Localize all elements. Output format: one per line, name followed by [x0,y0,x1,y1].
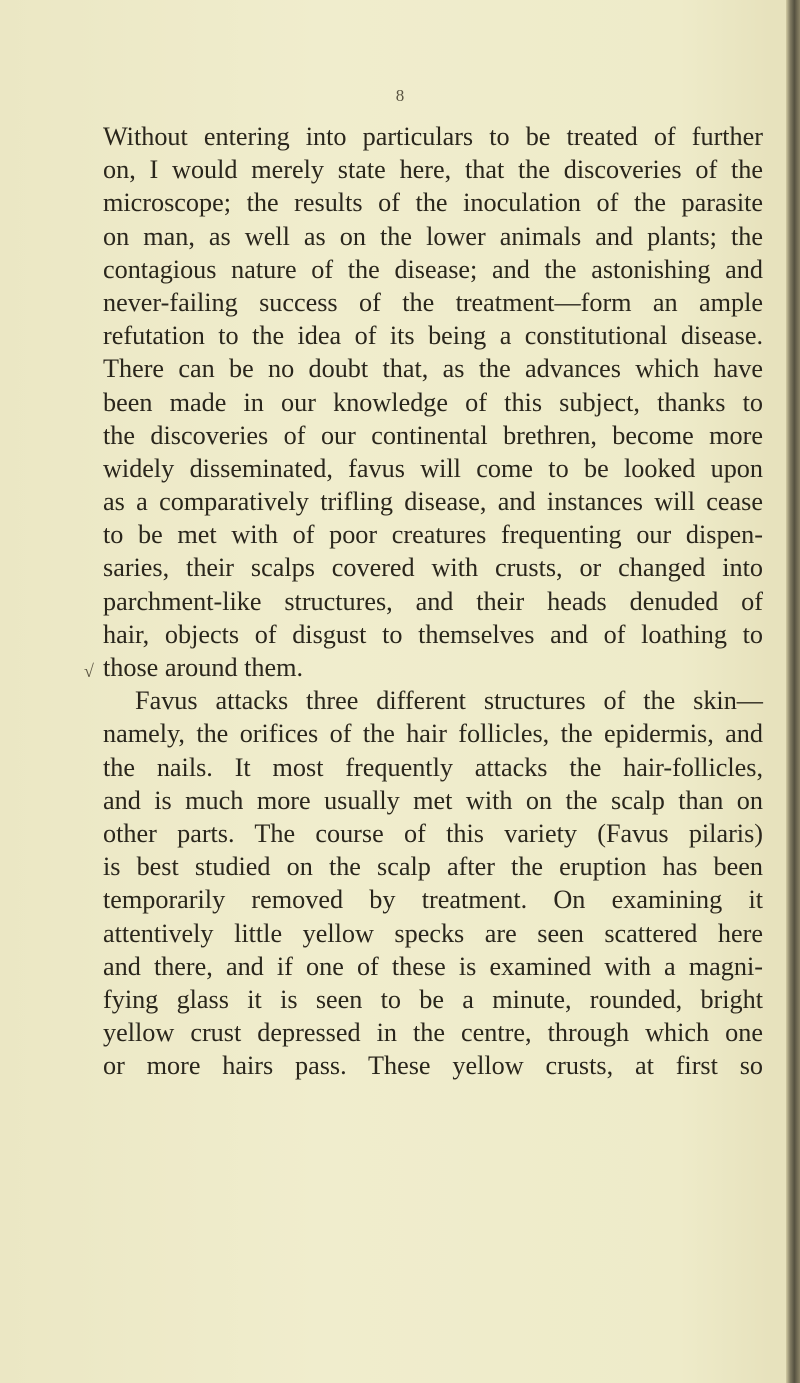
text-line: on man, as well as on the lower animals and plants; the [103,221,763,251]
text-line: refutation to the idea of its being a constitutional disease. [103,321,763,351]
text-line: saries, their scalps covered with crusts, or changed into [103,553,763,583]
text-line: on, I would merely state here, that the discoveries of the [103,155,763,185]
text-line: microscope; the results of the inoculation of the parasite [103,188,763,218]
text-line: parchment-like structures, and their heads denuded of [103,586,763,616]
text-line: the discoveries of our continental brethren, become more [103,420,763,450]
margin-mark: √ [84,661,94,681]
text-line: Without entering into particulars to be treated of further [103,122,763,151]
page-edge-shadow [786,0,800,1383]
text-line: hair, objects of disgust to themselves and of loathing to [103,619,763,649]
text-line: contagious nature of the disease; and the astonishing and [103,254,763,284]
text-line: or more hairs pass. These yellow crusts, at first so [103,1051,763,1081]
text-line: and is much more usually met with on the scalp than on [103,785,763,815]
text-line: and there, and if one of these is examined with a magni- [103,951,763,981]
text-line: There can be no doubt that, as the advances which have [103,354,763,384]
text-line: those around them. [103,653,303,682]
text-line: other parts. The course of this variety (Favus pilaris) [103,818,763,848]
text-line: to be met with of poor creatures frequenting our dispen- [103,520,763,550]
text-line: temporarily removed by treatment. On examining it [103,885,763,915]
text-line: the nails. It most frequently attacks the hair-follicles, [103,752,763,782]
text-line: namely, the orifices of the hair follicles, the epidermis, and [103,719,763,749]
text-line: Favus attacks three different structures of the skin— [135,686,763,716]
text-line: as a comparatively trifling disease, and instances will cease [103,487,763,517]
text-line: yellow crust depressed in the centre, through which one [103,1018,763,1048]
text-line: been made in our knowledge of this subject, thanks to [103,387,763,417]
text-line: attentively little yellow specks are seen scattered here [103,918,763,948]
text-line: widely disseminated, favus will come to be looked upon [103,453,763,483]
text-line: never-failing success of the treatment—form an ample [103,287,763,317]
text-line: is best studied on the scalp after the eruption has been [103,852,763,882]
body-text [103,120,763,1082]
page-number: 8 [395,86,405,105]
text-line: fying glass it is seen to be a minute, rounded, bright [103,984,763,1014]
